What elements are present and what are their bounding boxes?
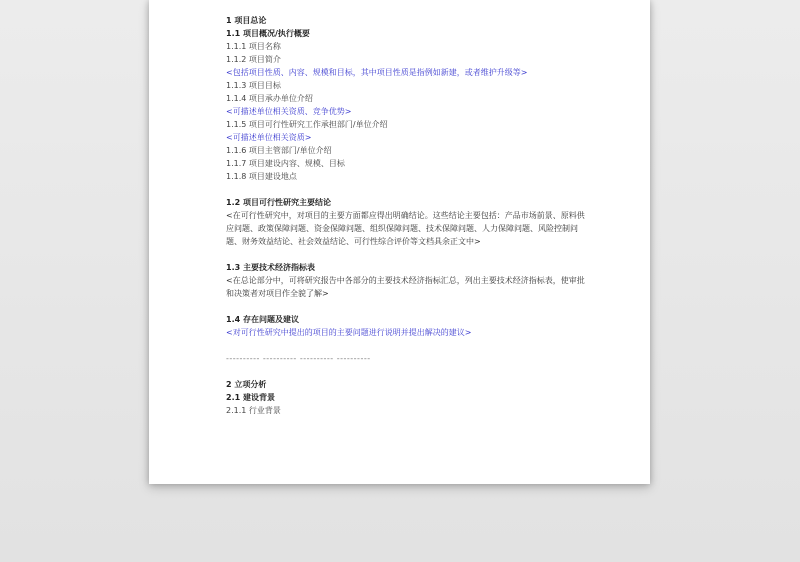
section-heading: 1.3 主要技术经济指标表 — [226, 263, 315, 272]
separator-line: ---------- ---------- ---------- ---------- — [226, 354, 371, 363]
blank-line — [226, 248, 586, 261]
blank-line — [226, 339, 586, 352]
guidance-note: <对可行性研究中提出的项目的主要问题进行说明并提出解决的建议> — [226, 328, 472, 337]
section-heading: 1 项目总论 — [226, 16, 267, 25]
section-heading: 1.4 存在问题及建议 — [226, 315, 299, 324]
subsection-item: 1.1.6 项目主管部门/单位介绍 — [226, 146, 332, 155]
subsection-item: 1.1.7 项目建设内容、规模、目标 — [226, 159, 345, 168]
subsection-item: 1.1.5 项目可行性研究工作承担部门/单位介绍 — [226, 120, 388, 129]
document-content — [226, 14, 586, 417]
guidance-note: <可描述单位相关资质、竞争优势> — [226, 107, 352, 116]
subsection-item: 1.1.8 项目建设地点 — [226, 172, 297, 181]
blank-line — [226, 183, 586, 196]
guidance-note: <在可行性研究中，对项目的主要方面都应得出明确结论。这些结论主要包括：产品市场前景、原料供应问题、政策保障问题、资金保障问题、组织保障问题、技术保障问题、人力保障问题、风险控制问题、财务效益结论、社会效益结论、可行性综合评价等文档具余正文中> — [226, 211, 585, 246]
subsection-item: 1.1.3 项目目标 — [226, 81, 281, 90]
blank-line — [226, 365, 586, 378]
document-page — [149, 0, 650, 484]
guidance-note: <可描述单位相关资质> — [226, 133, 312, 142]
guidance-note: <包括项目性质、内容、规模和目标，其中项目性质是指例如新建，或者维护升级等> — [226, 68, 528, 77]
subsection-item: 1.1.2 项目简介 — [226, 55, 281, 64]
guidance-note: <在总论部分中，可将研究报告中各部分的主要技术经济指标汇总，列出主要技术经济指标表，使审批和决策者对项目作全貌了解> — [226, 276, 585, 298]
subsection-item: 1.1.1 项目名称 — [226, 42, 281, 51]
blank-line — [226, 300, 586, 313]
section-heading: 2 立项分析 — [226, 380, 267, 389]
section-heading: 1.2 项目可行性研究主要结论 — [226, 198, 331, 207]
section-heading: 1.1 项目概况/执行概要 — [226, 29, 310, 38]
section-heading: 2.1 建设背景 — [226, 393, 275, 402]
subsection-item: 2.1.1 行业背景 — [226, 406, 281, 415]
subsection-item: 1.1.4 项目承办单位介绍 — [226, 94, 313, 103]
